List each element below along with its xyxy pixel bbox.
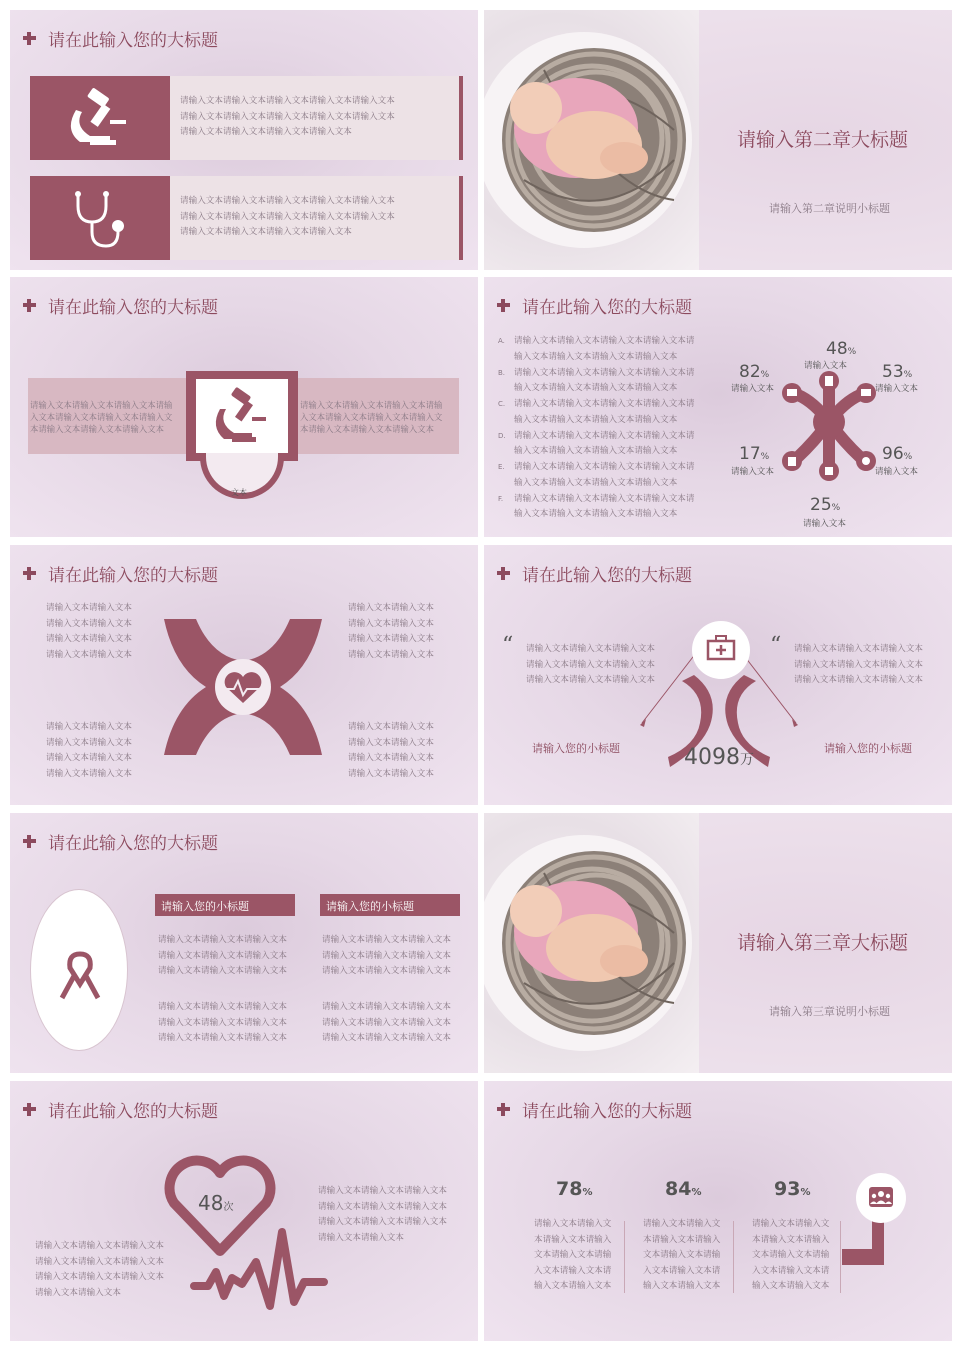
ribbon-oval xyxy=(30,889,128,1051)
stat-label: 请输入文本 xyxy=(804,361,847,371)
stat-text: 请输入文本请输入文 本请输入文本请输入 文本请输入文本请输 入文本请输入文本请 输入文本请输入文本 xyxy=(752,1219,830,1292)
left-text: 请输入文本请输入文本请输入文本 请输入文本请输入文本请输入文本 请输入文本请输入文本请输入文本 请输入文本请输入文本 xyxy=(35,1241,164,1298)
right-subtitle: 请输入您的小标题 xyxy=(824,742,912,755)
list-letter: A. xyxy=(498,337,505,345)
list-text: 输入文本请输入文本请输入文本请输入文本 xyxy=(514,446,678,457)
quote-mark: “ xyxy=(770,633,782,658)
list-text: 输入文本请输入文本请输入文本请输入文本 xyxy=(514,414,678,425)
stat-value: 84% xyxy=(665,1178,702,1200)
slide-title: 请在此输入您的大标题 xyxy=(22,1097,218,1122)
baby-in-nest-image xyxy=(484,813,699,1073)
list-text: 输入文本请输入文本请输入文本请输入文本 xyxy=(514,351,678,362)
text-group: 请输入文本请输入文本 请输入文本请输入文本 请输入文本请输入文本 请输入文本请输入文本 xyxy=(46,603,132,660)
divider xyxy=(733,1221,734,1293)
list-item xyxy=(498,429,728,460)
column-header: 请输入您的小标题 xyxy=(155,894,295,916)
baby-photo xyxy=(484,10,699,270)
plus-icon xyxy=(22,1102,37,1117)
text-group: 请输入文本请输入文本 请输入文本请输入文本 请输入文本请输入文本 请输入文本请输入文本 xyxy=(46,722,132,779)
slide-title: 请在此输入您的大标题 xyxy=(22,829,218,854)
baby-photo xyxy=(484,813,699,1073)
slide-1 xyxy=(10,10,478,270)
baby-in-nest-image xyxy=(484,10,699,270)
microscope-icon xyxy=(196,379,288,453)
first-aid-circle xyxy=(692,621,750,679)
list-text: 输入文本请输入文本请输入文本请输入文本 xyxy=(514,509,678,520)
text-group: 请输入文本请输入文本请输入文本 请输入文本请输入文本请输入文本 请输入文本请输入文本请输入文本 xyxy=(322,935,451,977)
slide-title: 请在此输入您的大标题 xyxy=(496,1097,692,1122)
slide-9 xyxy=(10,1081,478,1341)
stat-value: 53% xyxy=(882,362,913,382)
list-item xyxy=(498,334,728,365)
list-item xyxy=(498,492,728,523)
stat-value: 25% xyxy=(810,495,841,515)
text-box xyxy=(170,176,463,260)
left-subtitle: 请输入您的小标题 xyxy=(532,742,620,755)
list-letter: B. xyxy=(498,368,506,377)
plus-icon xyxy=(22,834,37,849)
column-header: 请输入您的小标题 xyxy=(320,894,460,916)
left-text: 请输入文本请输入文本请输入文本请输 入文本请输入文本请输入文本请输入文 本请输入文本请输入文本请输入文本 xyxy=(30,400,173,434)
text-group: 请输入文本请输入文本 请输入文本请输入文本 请输入文本请输入文本 请输入文本请输入文本 xyxy=(348,722,434,779)
slide-title: 请在此输入您的大标题 xyxy=(496,293,692,318)
text-lines: 请输入文本请输入文本请输入文本请输入文本请输入文本 请输入文本请输入文本请输入文本请输入文本请输入文本 请输入文本请输入文本请输入文本请输入文本 xyxy=(180,96,395,138)
first-aid-kit-icon xyxy=(692,621,750,679)
plus-icon xyxy=(22,31,37,46)
stat-label: 请输入文本 xyxy=(731,384,774,394)
slide-6 xyxy=(484,545,952,805)
center-badge xyxy=(186,371,298,461)
list-letter: E. xyxy=(498,463,505,471)
awareness-ribbon-icon xyxy=(31,890,129,1052)
stat-label: 请输入文本 xyxy=(875,467,918,477)
plus-icon xyxy=(22,298,37,313)
list-letter: D. xyxy=(498,431,506,440)
stat-value: 17% xyxy=(739,444,770,464)
people-group-icon xyxy=(856,1173,906,1223)
hub-diagram xyxy=(774,367,884,487)
list-text: 输入文本请输入文本请输入文本请输入文本 xyxy=(514,477,678,488)
list-item xyxy=(498,397,728,428)
divider xyxy=(624,1221,625,1293)
list-text: 输入文本请输入文本请输入文本请输入文本 xyxy=(514,383,678,394)
text-group: 请输入文本请输入文本请输入文本 请输入文本请输入文本请输入文本 请输入文本请输入文本请输入文本 xyxy=(158,1002,287,1044)
team-circle xyxy=(856,1173,906,1223)
heart-value: 48次 xyxy=(198,1191,234,1215)
badge-label: 文本 xyxy=(231,488,247,497)
text-group: 请输入文本请输入文本请输入文本 请输入文本请输入文本请输入文本 请输入文本请输入文本请输入文本 xyxy=(322,1002,451,1044)
stat-value: 78% xyxy=(556,1178,593,1200)
plus-icon xyxy=(496,1102,511,1117)
quote-mark: “ xyxy=(502,633,514,658)
left-text: 请输入文本请输入文本请输入文本 请输入文本请输入文本请输入文本 请输入文本请输入文本请输入文本 xyxy=(526,644,655,686)
slide-4 xyxy=(484,277,952,537)
plus-icon xyxy=(496,298,511,313)
slide-2 xyxy=(484,10,952,270)
list-text: 请输入文本请输入文本请输入文本请输入文本请 xyxy=(514,399,695,409)
slide-title: 请在此输入您的大标题 xyxy=(22,26,218,51)
stat-text: 请输入文本请输入文 本请输入文本请输入 文本请输入文本请输 入文本请输入文本请 输入文本请输入文本 xyxy=(643,1219,721,1292)
list-item xyxy=(498,460,728,491)
stat-label: 请输入文本 xyxy=(803,519,846,529)
embrace-graphic xyxy=(162,617,324,757)
right-text: 请输入文本请输入文本请输入文本 请输入文本请输入文本请输入文本 请输入文本请输入文本请输入文本 xyxy=(794,644,923,686)
microscope-tile xyxy=(30,76,170,160)
text-box xyxy=(170,76,463,160)
chapter-subtitle: 请输入第二章说明小标题 xyxy=(769,202,890,215)
list-text: 请输入文本请输入文本请输入文本请输入文本请 xyxy=(514,336,695,346)
slide-title: 请在此输入您的大标题 xyxy=(22,293,218,318)
heartbeat-line-icon xyxy=(190,1226,330,1316)
list-item xyxy=(498,366,728,397)
chapter-title: 请输入第三章大标题 xyxy=(737,932,909,954)
slide-title: 请在此输入您的大标题 xyxy=(496,561,692,586)
list-text: 请输入文本请输入文本请输入文本请输入文本请 xyxy=(514,430,695,441)
list-letter: C. xyxy=(498,400,506,408)
stat-label: 请输入文本 xyxy=(731,467,774,477)
right-text: 请输入文本请输入文本请输入文本请输 入文本请输入文本请输入文本请输入文 本请输入文本请输入文本请输入文本 xyxy=(300,400,443,434)
badge-inner xyxy=(196,379,288,453)
text-group: 请输入文本请输入文本请输入文本 请输入文本请输入文本请输入文本 请输入文本请输入文本请输入文本 xyxy=(158,935,287,977)
right-text: 请输入文本请输入文本请输入文本 请输入文本请输入文本请输入文本 请输入文本请输入文本请输入文本 请输入文本请输入文本 xyxy=(318,1186,447,1243)
slide-10 xyxy=(484,1081,952,1341)
list-text: 请输入文本请输入文本请输入文本请输入文本请 xyxy=(514,493,695,504)
stethoscope-icon xyxy=(30,176,170,260)
stethoscope-tile xyxy=(30,176,170,260)
stat-value: 96% xyxy=(882,444,913,464)
big-number: 4098万 xyxy=(684,745,754,770)
list-text: 请输入文本请输入文本请输入文本请输入文本请 xyxy=(514,462,695,472)
stat-value: 82% xyxy=(739,362,770,382)
text-lines: 请输入文本请输入文本请输入文本请输入文本请输入文本 请输入文本请输入文本请输入文本请输入文本请输入文本 请输入文本请输入文本请输入文本请输入文本 xyxy=(180,196,395,238)
list-text: 请输入文本请输入文本请输入文本请输入文本请 xyxy=(514,367,695,378)
slide-7 xyxy=(10,813,478,1073)
list-letter: F. xyxy=(498,494,504,503)
stat-text: 请输入文本请输入文 本请输入文本请输入 文本请输入文本请输 入文本请输入文本请 输入文本请输入文本 xyxy=(534,1219,612,1292)
plus-icon xyxy=(496,566,511,581)
plus-icon xyxy=(22,566,37,581)
slide-8 xyxy=(484,813,952,1073)
stat-value: 48% xyxy=(826,339,857,359)
slide-title: 请在此输入您的大标题 xyxy=(22,561,218,586)
chapter-title: 请输入第二章大标题 xyxy=(737,129,909,151)
stat-label: 请输入文本 xyxy=(875,384,918,394)
text-group: 请输入文本请输入文本 请输入文本请输入文本 请输入文本请输入文本 请输入文本请输入文本 xyxy=(348,603,434,660)
chapter-subtitle: 请输入第三章说明小标题 xyxy=(769,1005,890,1018)
slide-5 xyxy=(10,545,478,805)
stat-value: 93% xyxy=(774,1178,811,1200)
slide-3 xyxy=(10,277,478,537)
microscope-icon xyxy=(30,76,170,160)
